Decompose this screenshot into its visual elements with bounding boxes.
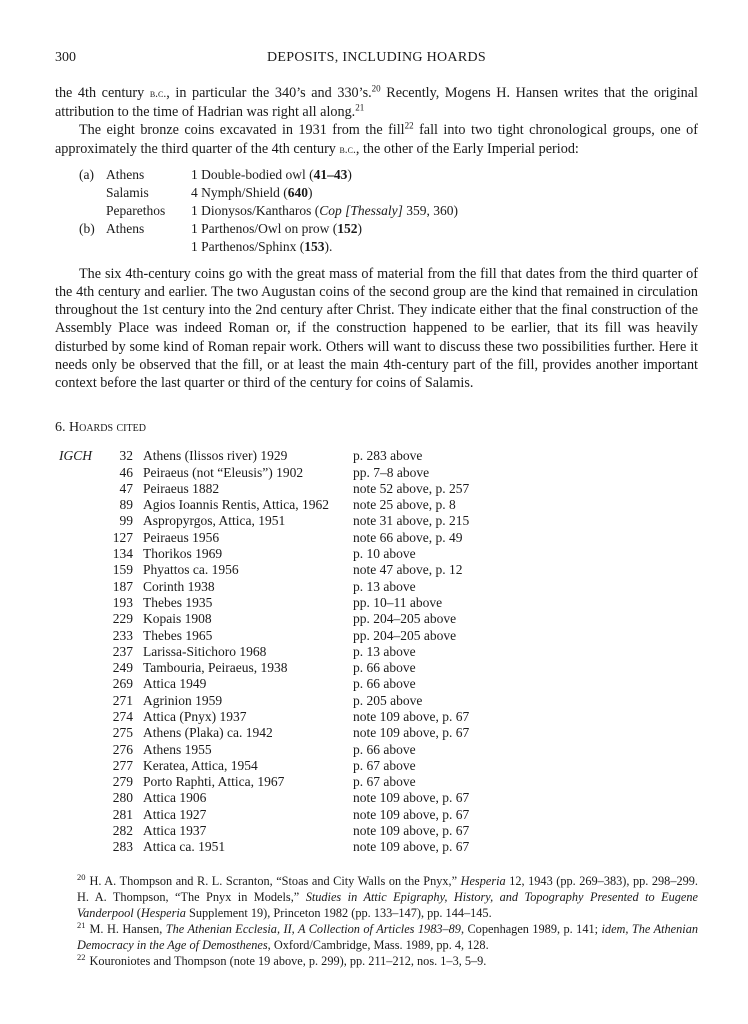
hoard-reference: note 109 above, p. 67 bbox=[353, 823, 470, 839]
coin-group-label bbox=[79, 185, 106, 203]
hoard-number: 187 bbox=[112, 578, 133, 594]
hoard-catalogue-label bbox=[59, 660, 103, 676]
coin-mint: Salamis bbox=[106, 184, 149, 200]
hoard-number: 271 bbox=[112, 692, 133, 708]
page-number: 300 bbox=[55, 50, 76, 65]
hoard-name: Phyattos ca. 1956 bbox=[143, 562, 239, 578]
hoard-number: 159 bbox=[112, 562, 133, 578]
coin-mint: Athens bbox=[106, 220, 145, 236]
hoard-number: 134 bbox=[112, 546, 133, 562]
hoard-name: Porto Raphti, Attica, 1967 bbox=[143, 774, 285, 790]
hoard-reference: note 109 above, p. 67 bbox=[353, 725, 470, 741]
hoard-reference: pp. 204–205 above bbox=[353, 611, 457, 627]
hoard-reference: p. 10 above bbox=[353, 546, 416, 562]
coin-mint: Peparethos bbox=[106, 202, 166, 218]
hoard-reference: p. 67 above bbox=[353, 774, 416, 790]
hoard-row bbox=[59, 807, 469, 823]
running-title: DEPOSITS, INCLUDING HOARDS bbox=[267, 50, 486, 65]
hoard-catalogue-label bbox=[59, 546, 103, 562]
hoard-catalogue-label bbox=[59, 790, 103, 806]
hoard-name: Corinth 1938 bbox=[143, 578, 215, 594]
hoard-name: Peiraeus 1882 bbox=[143, 480, 220, 496]
footnote-ref-20[interactable]: 20 bbox=[371, 83, 381, 94]
hoard-number: 274 bbox=[112, 708, 133, 724]
hoard-reference: p. 66 above bbox=[353, 741, 416, 757]
hoard-number: 275 bbox=[112, 725, 133, 741]
hoard-reference: pp. 204–205 above bbox=[353, 627, 457, 643]
hoard-name: Kopais 1908 bbox=[143, 611, 212, 627]
hoard-number: 277 bbox=[112, 757, 133, 773]
hoard-number: 46 bbox=[119, 464, 133, 480]
hoard-number: 233 bbox=[112, 627, 133, 643]
hoard-name: Attica 1927 bbox=[143, 806, 207, 822]
hoard-row bbox=[59, 709, 469, 725]
paragraph-discussion: The six 4th-century coins go with the great mass of material from the fill that dates from the third quarter of the 4th century and earlier. The two Augustan coins of the second group are the kind that remained in circulation throughout the 1st century into the 2nd century after Christ. They indicate either that the final construction of the Assembly Place was indeed Roman or, if the construction happened to be earlier, that its fill was heavily disturbed by some kind of Roman repair work. Others will want to discuss these two possibilities further. Here it needs only be observed that the fill, or at least the main 4th-century part of the fill, provides another important context before the last quarter or third of the century for coins of Salamis. bbox=[55, 265, 698, 392]
footnote-ref-22[interactable]: 22 bbox=[404, 120, 414, 131]
hoard-catalogue-label bbox=[59, 530, 103, 546]
hoard-number: 279 bbox=[112, 774, 133, 790]
footnote-ref-21[interactable]: 21 bbox=[355, 102, 365, 113]
hoard-reference: pp. 7–8 above bbox=[353, 464, 430, 480]
hoard-name: Attica 1906 bbox=[143, 790, 207, 806]
hoard-reference: p. 13 above bbox=[353, 643, 416, 659]
hoard-row bbox=[59, 823, 469, 839]
hoard-number: 237 bbox=[112, 643, 133, 659]
footnote-22: $^{22}$ Kouroniotes and Thompson (note 19 above, p. 299), pp. 211–212, nos. 1–3, 5–9. bbox=[77, 951, 487, 968]
hoard-name: Attica 1937 bbox=[143, 823, 207, 839]
hoard-row bbox=[59, 839, 469, 855]
hoard-row bbox=[59, 562, 469, 578]
hoard-name: Athens (Plaka) ca. 1942 bbox=[143, 725, 273, 741]
coin-group-label bbox=[79, 203, 106, 221]
hoard-number: 229 bbox=[112, 611, 133, 627]
coin-mint bbox=[106, 239, 191, 257]
footnote-20: $^{20}$ H. A. Thompson and R. L. Scranton, “Stoas and City Walls on the Pnyx,” Hesperia 12, 1943 (pp. 269–383), pp. 298–299. H. A. Thompson, “The Pnyx in Models,” Studies in Attic Epigraphy, History, and Topography Presented to Eugene Vanderpool (Hesperia Supplement 19), Princeton 1982 (pp. 133–147), pp. 144–145. bbox=[77, 871, 698, 920]
hoard-reference: note 66 above, p. 49 bbox=[353, 529, 463, 545]
hoard-name: Athens (Ilissos river) 1929 bbox=[143, 448, 288, 464]
page-header bbox=[55, 50, 698, 72]
hoard-catalogue-label: IGCH bbox=[59, 448, 92, 464]
hoard-name: Thebes 1965 bbox=[143, 627, 213, 643]
hoard-reference: note 109 above, p. 67 bbox=[353, 708, 470, 724]
hoard-reference: note 25 above, p. 8 bbox=[353, 497, 456, 513]
hoard-catalogue-label bbox=[59, 611, 103, 627]
hoard-reference: note 47 above, p. 12 bbox=[353, 562, 463, 578]
hoard-row bbox=[59, 465, 469, 481]
hoard-row bbox=[59, 513, 469, 529]
footnotes bbox=[55, 873, 698, 969]
hoard-name: Attica 1949 bbox=[143, 676, 207, 692]
hoard-catalogue-label bbox=[59, 709, 103, 725]
hoard-catalogue-label bbox=[59, 465, 103, 481]
hoard-reference: p. 66 above bbox=[353, 676, 416, 692]
hoard-name: Peiraeus 1956 bbox=[143, 529, 220, 545]
coin-description: 1 Double-bodied owl (41–43) bbox=[191, 166, 352, 182]
hoard-row bbox=[59, 595, 469, 611]
hoard-catalogue-label bbox=[59, 481, 103, 497]
hoard-catalogue-label bbox=[59, 758, 103, 774]
coin-description: 4 Nymph/Shield (640) bbox=[191, 184, 313, 200]
hoard-catalogue-label bbox=[59, 595, 103, 611]
hoard-catalogue-label bbox=[59, 807, 103, 823]
hoard-name: Larissa-Sitichoro 1968 bbox=[143, 643, 267, 659]
hoard-number: 47 bbox=[119, 480, 133, 496]
hoard-name: Thebes 1935 bbox=[143, 594, 213, 610]
hoard-row bbox=[59, 774, 469, 790]
hoard-catalogue-label bbox=[59, 725, 103, 741]
hoard-name: Peiraeus (not “Eleusis”) 1902 bbox=[143, 464, 304, 480]
hoard-name: Aspropyrgos, Attica, 1951 bbox=[143, 513, 286, 529]
hoard-number: 127 bbox=[112, 529, 133, 545]
hoard-row bbox=[59, 725, 469, 741]
coin-description: 1 Parthenos/Sphinx (153). bbox=[191, 238, 333, 254]
hoard-row bbox=[59, 758, 469, 774]
coin-description: 1 Dionysos/Kantharos (Cop [Thessaly] 359, 360) bbox=[191, 202, 459, 218]
hoard-reference: note 52 above, p. 257 bbox=[353, 480, 470, 496]
hoard-reference: note 109 above, p. 67 bbox=[353, 806, 470, 822]
coin-group-label bbox=[79, 239, 106, 257]
coin-row bbox=[79, 221, 458, 239]
hoard-row bbox=[59, 448, 469, 464]
hoard-row bbox=[59, 546, 469, 562]
hoard-name: Agrinion 1959 bbox=[143, 692, 223, 708]
coin-group-label: (a) bbox=[79, 166, 94, 182]
hoard-catalogue-label bbox=[59, 579, 103, 595]
coin-mint: Athens bbox=[106, 166, 145, 182]
hoard-name: Attica (Pnyx) 1937 bbox=[143, 708, 247, 724]
coin-group-label: (b) bbox=[79, 220, 95, 236]
footnote-21: $^{21}$ M. H. Hansen, The Athenian Ecclesia, II, A Collection of Articles 1983–89, Copenhagen 1989, p. 141; idem, The Athenian Democracy in the Age of Demosthenes, Oxford/Cambridge, Mass. 1989, pp. 4, 128. bbox=[77, 919, 699, 952]
hoard-row bbox=[59, 676, 469, 692]
hoard-name: Attica ca. 1951 bbox=[143, 839, 226, 855]
hoard-reference: note 31 above, p. 215 bbox=[353, 513, 470, 529]
hoard-catalogue-label bbox=[59, 562, 103, 578]
hoard-name: Agios Ioannis Rentis, Attica, 1962 bbox=[143, 497, 329, 513]
hoard-number: 269 bbox=[112, 676, 133, 692]
hoard-catalogue-label bbox=[59, 513, 103, 529]
hoard-reference: p. 283 above bbox=[353, 448, 423, 464]
hoard-name: Keratea, Attica, 1954 bbox=[143, 757, 258, 773]
hoard-row bbox=[59, 660, 469, 676]
hoard-number: 89 bbox=[119, 497, 133, 513]
hoard-row bbox=[59, 481, 469, 497]
hoard-row bbox=[59, 611, 469, 627]
page bbox=[55, 50, 698, 969]
coin-row bbox=[79, 203, 458, 221]
hoard-row bbox=[59, 497, 469, 513]
hoard-number: 276 bbox=[112, 741, 133, 757]
hoard-number: 283 bbox=[112, 839, 133, 855]
hoard-name: Tambouria, Peiraeus, 1938 bbox=[143, 660, 288, 676]
hoard-catalogue-label bbox=[59, 644, 103, 660]
hoard-number: 193 bbox=[112, 594, 133, 610]
hoard-number: 281 bbox=[112, 806, 133, 822]
hoard-row bbox=[59, 530, 469, 546]
hoard-number: 99 bbox=[119, 513, 133, 529]
hoard-reference: note 109 above, p. 67 bbox=[353, 839, 470, 855]
hoard-catalogue-label bbox=[59, 742, 103, 758]
hoard-catalogue-label bbox=[59, 693, 103, 709]
hoard-row bbox=[59, 693, 469, 709]
hoard-reference: pp. 10–11 above bbox=[353, 594, 443, 610]
hoard-number: 32 bbox=[119, 448, 133, 464]
hoard-reference: p. 66 above bbox=[353, 660, 416, 676]
hoard-row bbox=[59, 644, 469, 660]
hoard-catalogue-label bbox=[59, 676, 103, 692]
hoard-catalogue-label bbox=[59, 774, 103, 790]
hoard-reference: p. 67 above bbox=[353, 757, 416, 773]
coin-row bbox=[79, 185, 458, 203]
hoard-reference: p. 205 above bbox=[353, 692, 423, 708]
paragraph-bronze-coins: The eight bronze coins excavated in 1931 from the fill$^{22}$ fall into two tight chronological groups, one of approximately the third quarter of the 4th century b.c., the other of the Early Imperial period: bbox=[55, 120, 698, 157]
coin-description: 1 Parthenos/Owl on prow (152) bbox=[191, 220, 362, 236]
hoard-catalogue-label bbox=[59, 497, 103, 513]
hoard-row bbox=[59, 579, 469, 595]
hoard-name: Athens 1955 bbox=[143, 741, 212, 757]
hoard-number: 280 bbox=[112, 790, 133, 806]
coin-row bbox=[79, 239, 458, 257]
coin-row bbox=[79, 167, 458, 185]
hoard-row bbox=[59, 790, 469, 806]
hoard-number: 282 bbox=[112, 823, 133, 839]
hoard-row bbox=[59, 742, 469, 758]
hoard-reference: note 109 above, p. 67 bbox=[353, 790, 470, 806]
hoard-name: Thorikos 1969 bbox=[143, 546, 223, 562]
hoard-row bbox=[59, 628, 469, 644]
hoard-catalogue-label bbox=[59, 628, 103, 644]
section-heading: 6. Hoards cited bbox=[55, 420, 146, 436]
hoard-number: 249 bbox=[112, 660, 133, 676]
hoard-catalogue-label bbox=[59, 839, 103, 855]
coin-list bbox=[79, 167, 458, 257]
hoard-catalogue-label bbox=[59, 823, 103, 839]
hoards-table bbox=[59, 448, 469, 855]
hoard-reference: p. 13 above bbox=[353, 578, 416, 594]
paragraph-continuation: the 4th century b.c., in particular the 340’s and 330’s.$^{20}$ Recently, Mogens H. Hansen writes that the original attribution to the time of Hadrian was right all along.$^{21}$ bbox=[55, 83, 698, 121]
